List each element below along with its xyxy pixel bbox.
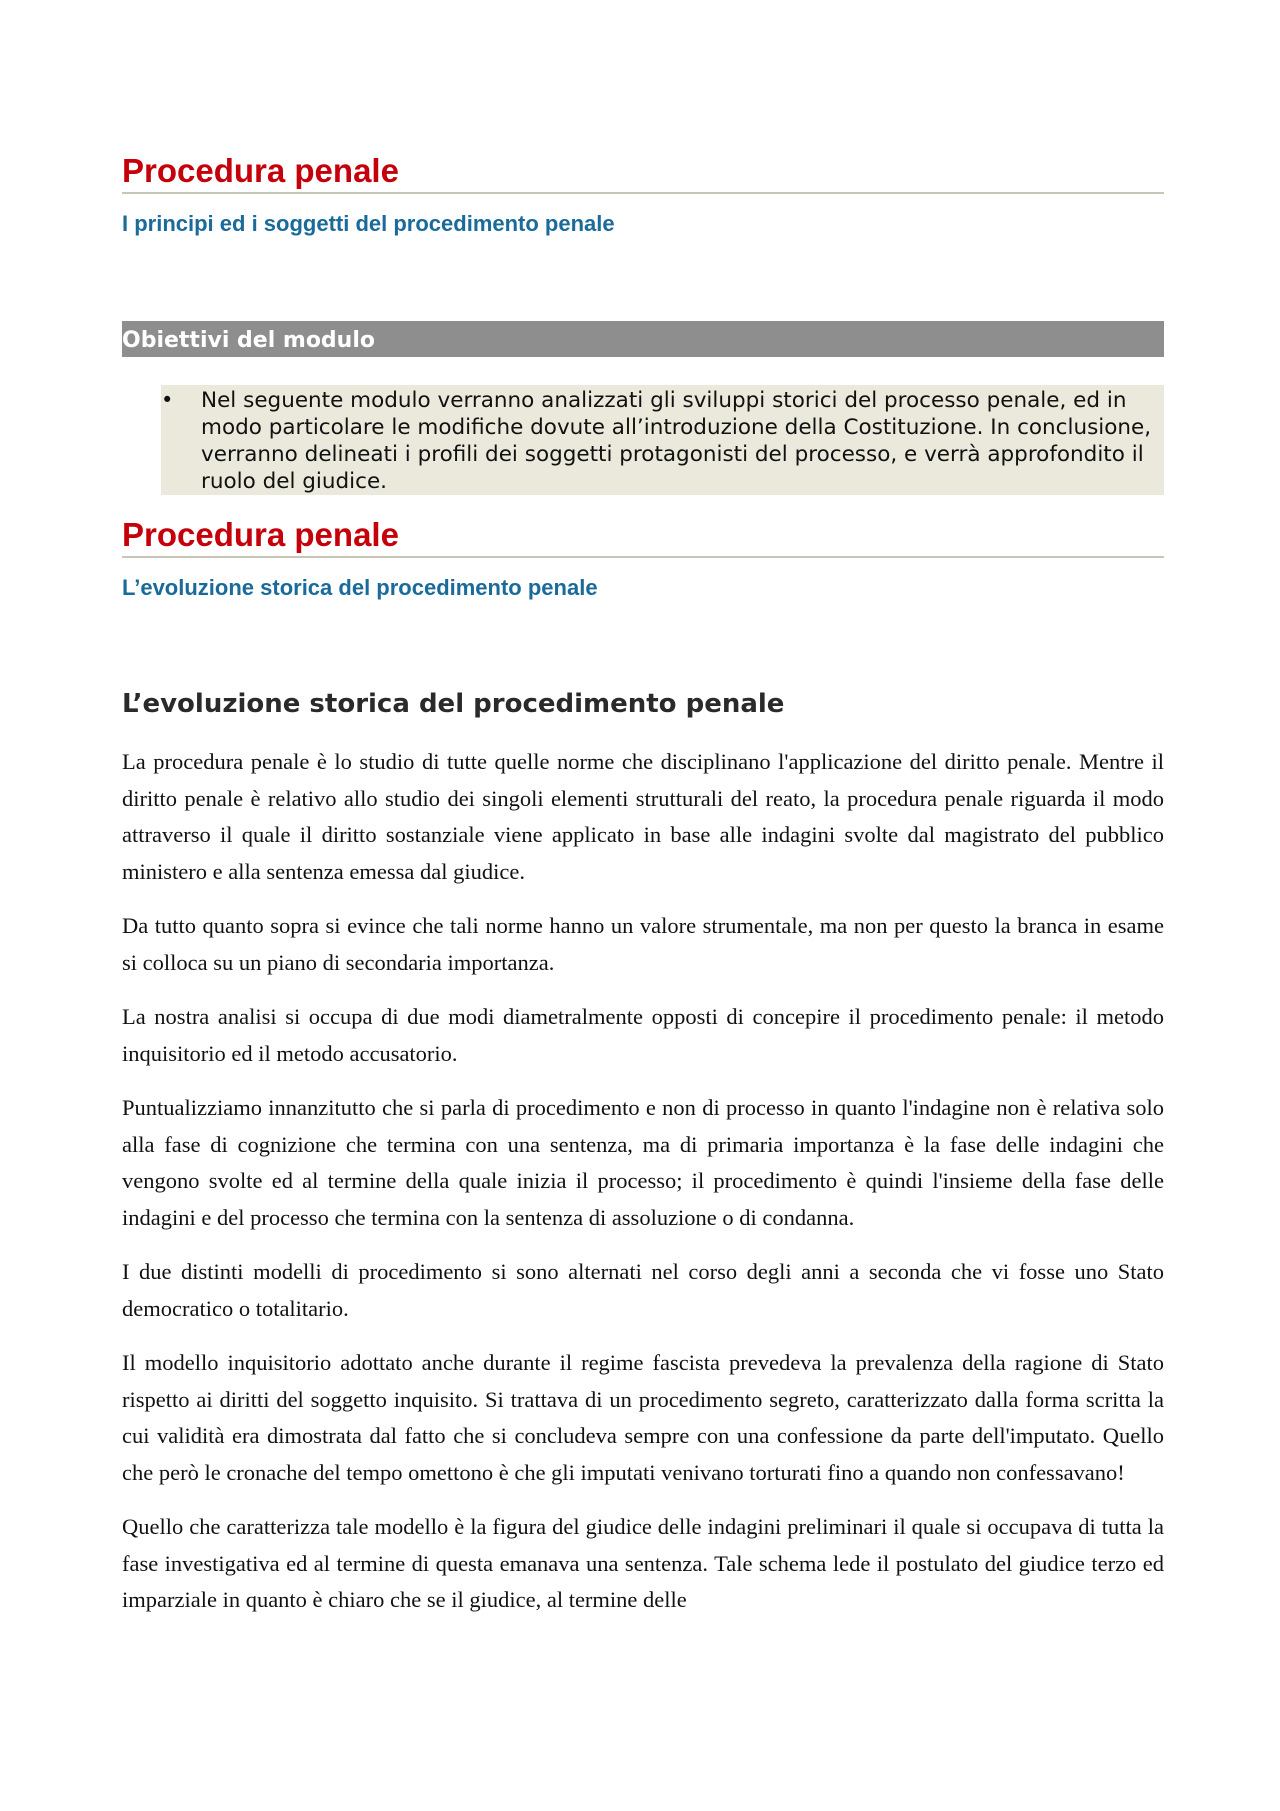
paragraph: La procedura penale è lo studio di tutte quelle norme che disciplinano l'applicazione del diritto penale. Mentre il diritto penale è relativo allo studio dei singoli elementi strutturali del reato, la procedura penale riguarda il modo attraverso il quale il diritto sostanziale viene applicato in base alle indagini svolte dal magistrato del pubblico ministero e alla sentenza emessa dal giudice.	[122, 749, 1164, 884]
title-rule	[122, 192, 1164, 194]
article	[122, 688, 1164, 1619]
paragraph: Quello che caratterizza tale modello è la figura del giudice delle indagini preliminari il quale si occupava di tutta la fase investigativa ed al termine di questa emanava una sentenza. Tale schema lede il postulato del giudice terzo ed imparziale in quanto è chiaro che se il giudice, al termine delle	[122, 1514, 1164, 1612]
section-1	[122, 152, 1164, 238]
paragraph: I due distinti modelli di procedimento si sono alternati nel corso degli anni a seconda che vi fosse uno Stato democratico o totalitario.	[122, 1259, 1164, 1321]
section-title: Procedura penale	[122, 152, 399, 189]
objective-item: Nel seguente modulo verranno analizzati gli sviluppi storici del processo penale, ed in modo particolare le modifiche dovute all’introduzione della Costituzione. In conclusione, verranno delineati i profili dei soggetti protagonisti del processo, e verrà approfondito il ruolo del giudice.	[201, 388, 1152, 494]
section-subtitle: I principi ed i soggetti del procedimento penale	[122, 211, 615, 236]
objectives-header: Obiettivi del modulo	[122, 321, 1164, 357]
bullet-icon: •	[161, 388, 174, 412]
title-rule	[122, 556, 1164, 558]
section-2	[122, 516, 1164, 602]
paragraph: La nostra analisi si occupa di due modi diametralmente opposti di concepire il procedimento penale: il metodo inquisitorio ed il metodo accusatorio.	[122, 1004, 1164, 1066]
section-subtitle: L’evoluzione storica del procedimento penale	[122, 575, 598, 600]
article-heading: L’evoluzione storica del procedimento penale	[122, 689, 785, 719]
objectives-section	[122, 321, 1164, 495]
objectives-box	[161, 385, 1164, 495]
section-title: Procedura penale	[122, 516, 399, 553]
paragraph: Da tutto quanto sopra si evince che tali norme hanno un valore strumentale, ma non per questo la branca in esame si colloca su un piano di secondaria importanza.	[122, 913, 1164, 975]
paragraph: Puntualizziamo innanzitutto che si parla di procedimento e non di processo in quanto l'indagine non è relativa solo alla fase di cognizione che termina con una sentenza, ma di primaria importanza è la fase delle indagini che vengono svolte ed al termine della quale inizia il processo; il procedimento è quindi l'insieme della fase delle indagini e del processo che termina con la sentenza di assoluzione o di condanna.	[122, 1095, 1164, 1230]
paragraph: Il modello inquisitorio adottato anche durante il regime fascista prevedeva la prevalenza della ragione di Stato rispetto ai diritti del soggetto inquisito. Si trattava di un procedimento segreto, caratterizzato dalla forma scritta la cui validità era dimostrata dal fatto che si concludeva sempre con una confessione da parte dell'imputato. Quello che però le cronache del tempo omettono è che gli imputati venivano torturati fino a quando non confessavano!	[122, 1350, 1164, 1485]
